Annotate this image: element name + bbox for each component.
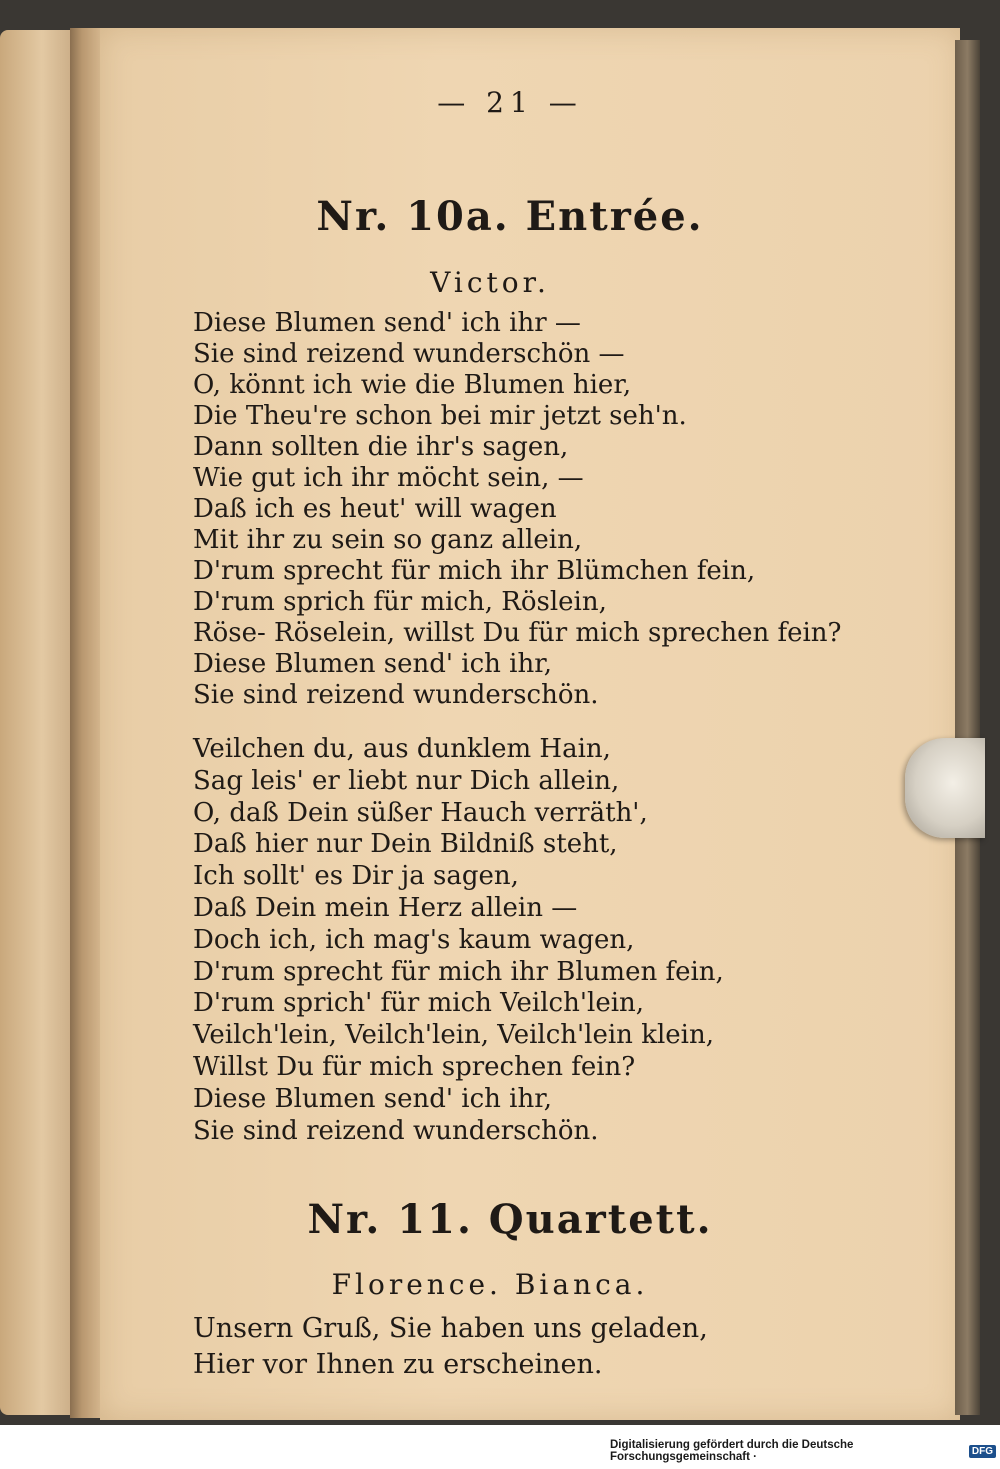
verse-line: Ich sollt' es Dir ja sagen, [193, 861, 519, 892]
funding-text: Digitalisierung gefördert durch die Deutsche Forschungsgemeinschaft · [610, 1439, 854, 1463]
verse-line: Veilchen du, aus dunklem Hain, [193, 734, 611, 764]
section-heading-11: Nr. 11. Quartett. [307, 1196, 713, 1243]
facing-page-edge [0, 30, 70, 1415]
verse-line: Sie sind reizend wunderschön — [193, 339, 625, 369]
verse-line: Sie sind reizend wunderschön. [193, 1115, 599, 1146]
speaker-florence-bianca: Florence. Bianca. [331, 1268, 649, 1301]
page-content [100, 28, 960, 1420]
book-page [100, 28, 960, 1420]
verse-line: Mit ihr zu sein so ganz allein, [193, 525, 583, 555]
verse-line: Daß ich es heut' will wagen [193, 494, 557, 524]
stanza-1 [193, 308, 842, 711]
verse-line: Wie gut ich ihr möcht sein, — [193, 463, 584, 493]
verse-line: Daß Dein mein Herz allein — [193, 892, 578, 923]
page-clip [905, 738, 985, 838]
verse-line: Die Theu're schon bei mir jetzt seh'n. [193, 401, 687, 431]
page-number: — 21 — [437, 86, 583, 119]
stanza-3 [193, 1311, 708, 1383]
verse-line: Diese Blumen send' ich ihr, [193, 649, 553, 679]
verse-line: O, könnt ich wie die Blumen hier, [193, 370, 632, 400]
page-stack-edge [955, 40, 980, 1415]
speaker-victor: Victor. [430, 266, 550, 299]
verse-line: D'rum sprecht für mich ihr Blümchen fein, [193, 556, 756, 586]
verse-line: D'rum sprich' für mich Veilch'lein, [193, 988, 645, 1019]
verse-line: Unsern Gruß, Sie haben uns geladen, [193, 1313, 708, 1344]
verse-line: D'rum sprich für mich, Röslein, [193, 587, 607, 617]
verse-line: Diese Blumen send' ich ihr — [193, 308, 581, 338]
verse-line: D'rum sprecht für mich ihr Blumen fein, [193, 956, 724, 987]
verse-line: O, daß Dein süßer Hauch verräth', [193, 797, 648, 828]
verse-line: Röse- Röselein, willst Du für mich sprechen fein? [193, 618, 842, 648]
verse-line: Dann sollten die ihr's sagen, [193, 432, 569, 462]
verse-line: Sie sind reizend wunderschön. [193, 680, 599, 710]
stanza-2 [193, 734, 724, 1147]
book-gutter [70, 28, 104, 1418]
verse-line: Daß hier nur Dein Bildniß steht, [193, 829, 618, 860]
dfg-logo: DFG [969, 1445, 996, 1458]
verse-line: Diese Blumen send' ich ihr, [193, 1083, 553, 1114]
verse-line: Veilch'lein, Veilch'lein, Veilch'lein klein, [193, 1020, 714, 1051]
section-heading-10a: Nr. 10a. Entrée. [316, 193, 704, 240]
verse-line: Willst Du für mich sprechen fein? [193, 1051, 636, 1082]
verse-line: Sag leis' er liebt nur Dich allein, [193, 765, 620, 796]
verse-line: Doch ich, ich mag's kaum wagen, [193, 924, 635, 955]
funding-footer [606, 1440, 1000, 1462]
verse-line: Hier vor Ihnen zu erscheinen. [193, 1349, 603, 1380]
